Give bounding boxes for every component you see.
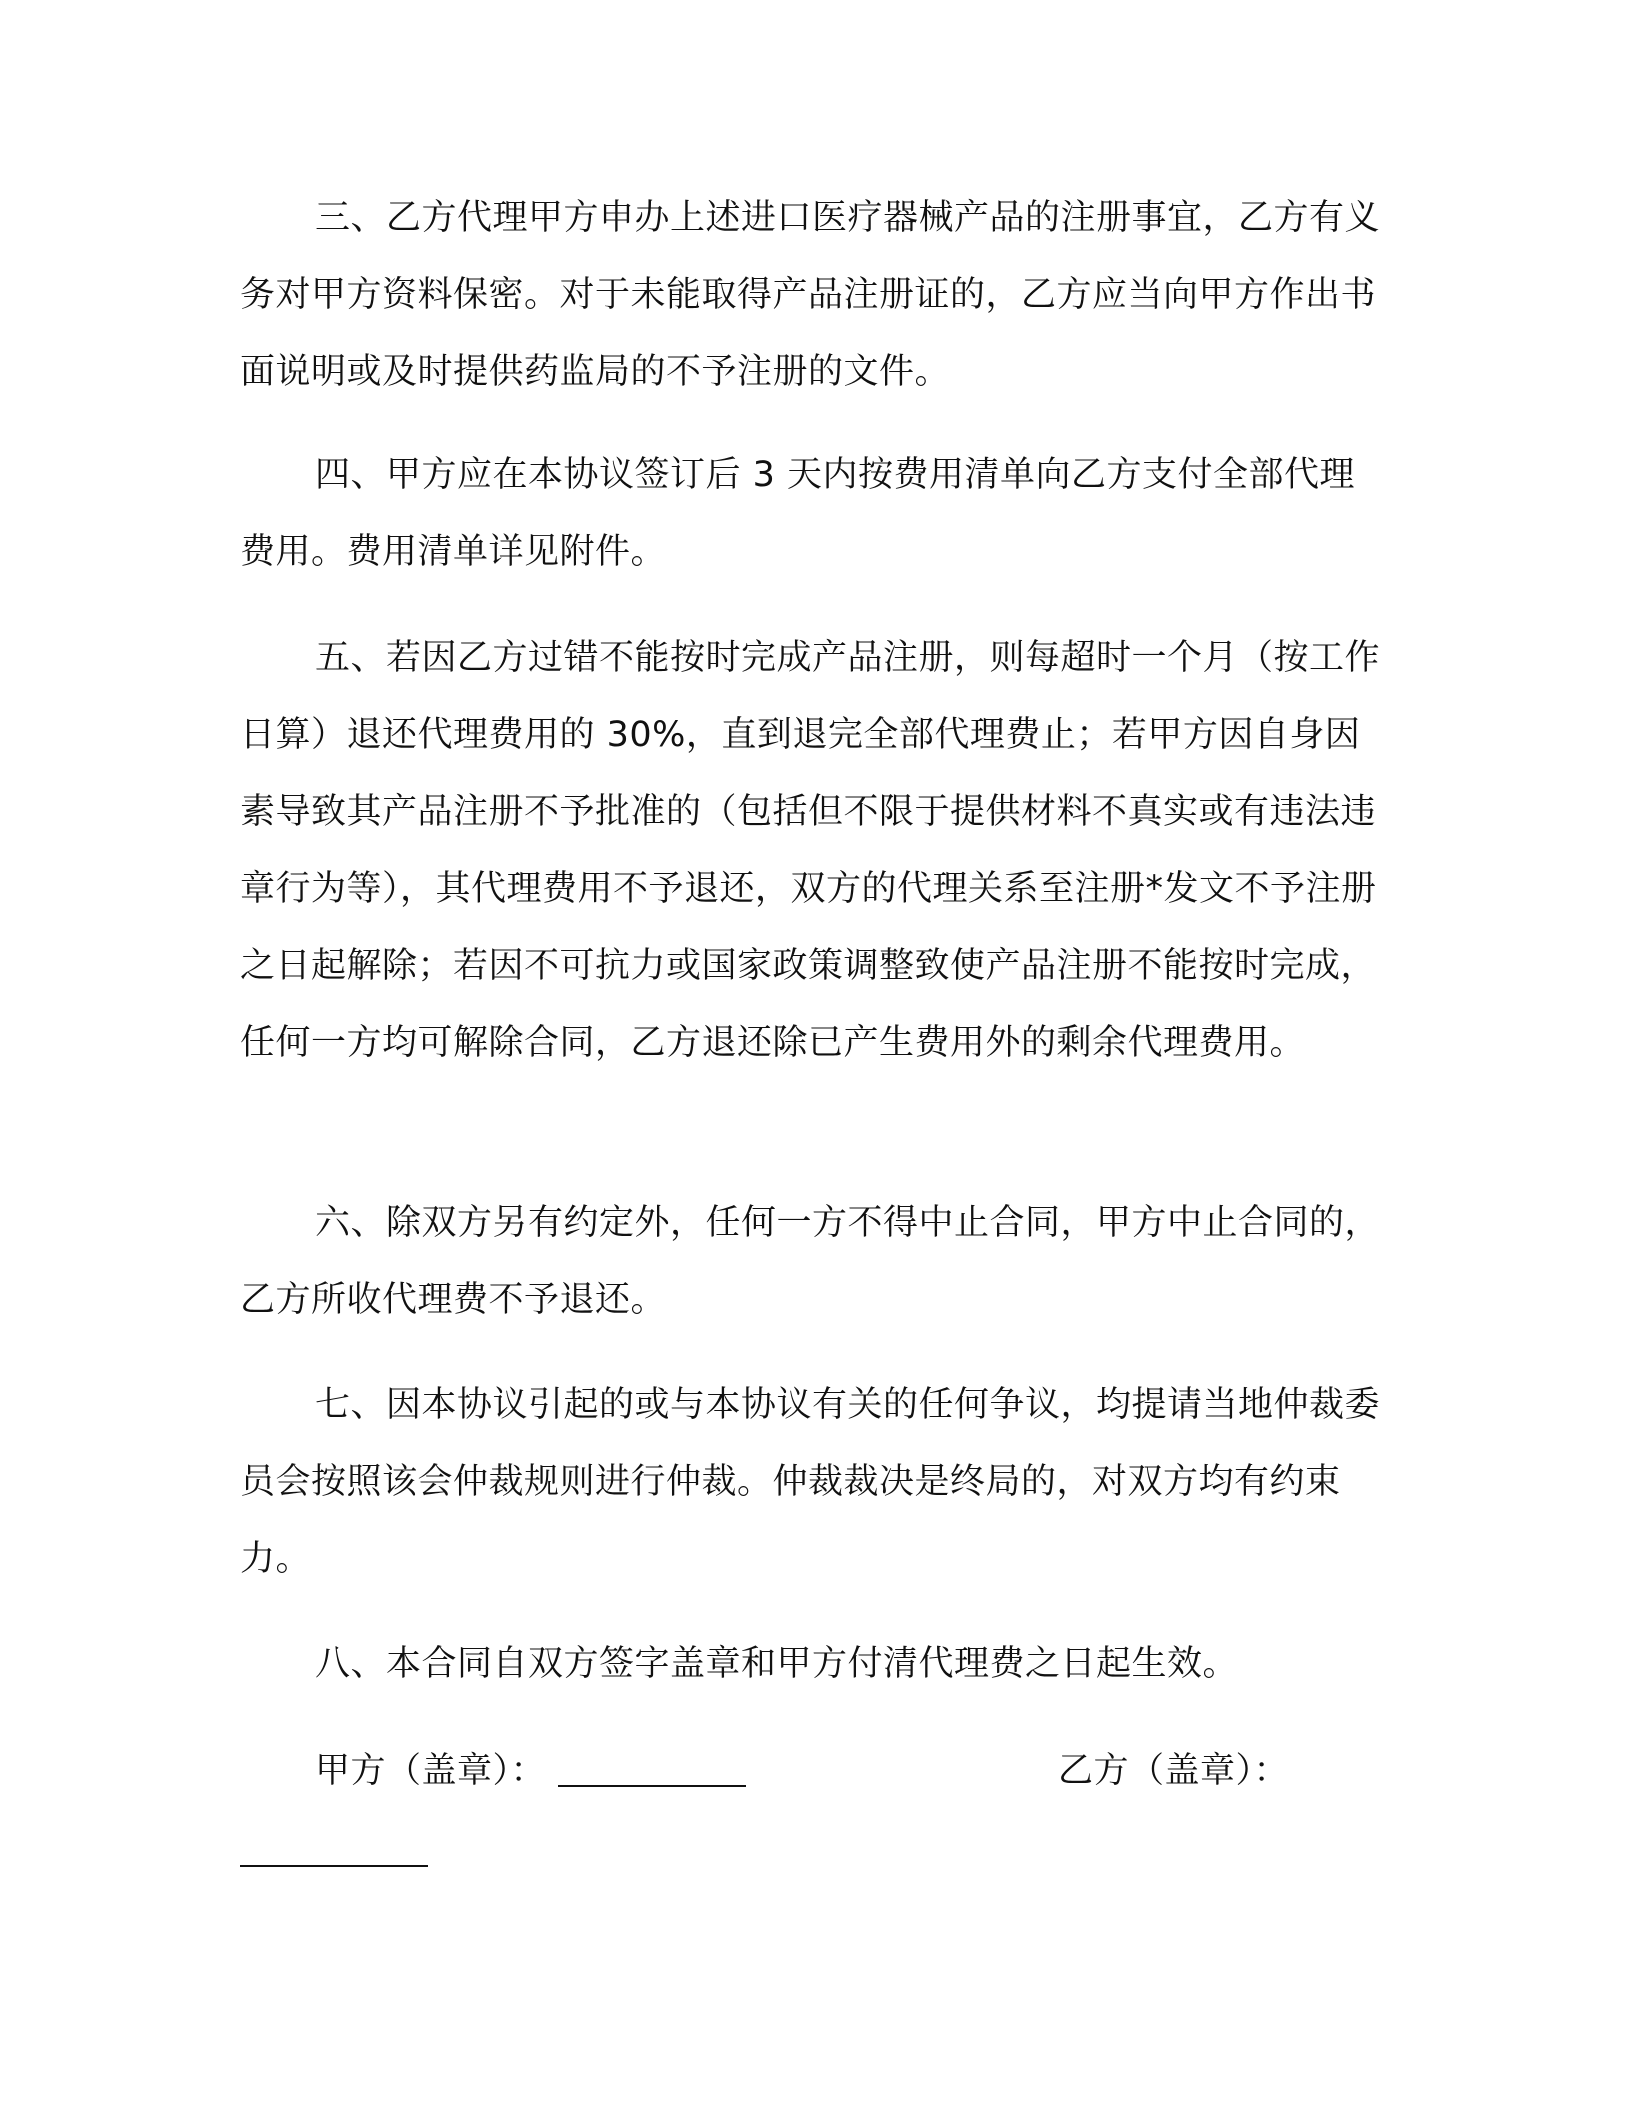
party-a-signature-blank [558,1785,746,1787]
clause-3: 三、乙方代理甲方申办上述进口医疗器械产品的注册事宜，乙方有义务对甲方资料保密。对于未能取得产品注册证的，乙方应当向甲方作出书面说明或及时提供药监局的不予注册的文件。 [240,198,1381,392]
clause-4: 四、甲方应在本协议签订后 3 天内按费用清单向乙方支付全部代理费用。费用清单详见附件。 [240,455,1356,572]
clause-5: 五、若因乙方过错不能按时完成产品注册，则每超时一个月（按工作日算）退还代理费用的 30%，直到退完全部代理费止；若甲方因自身因素导致其产品注册不予批准的（包括但不限于提供材料不真实或有违法违章行为等），其代理费用不予退还，双方的代理关系至注册*发文不予注册之日起解除；若因不可抗力或国家政策调整致使产品注册不能按时完成，任何一方均可解除合同，乙方退还除已产生费用外的剩余代理费用。 [240,638,1381,1063]
party-a-label: 甲方（盖章）： [315,1751,547,1791]
clause-6: 六、除双方另有约定外，任何一方不得中止合同，甲方中止合同的，乙方所收代理费不予退还。 [240,1203,1381,1320]
party-b-label: 乙方（盖章）： [1058,1751,1290,1791]
clause-8: 八、本合同自双方签字盖章和甲方付清代理费之日起生效。 [315,1644,1239,1684]
party-b-signature-blank [240,1865,428,1867]
party-b-signature [1058,1733,1289,1810]
party-a-signature [315,1733,746,1810]
clause-7: 七、因本协议引起的或与本协议有关的任何争议，均提请当地仲裁委员会按照该会仲裁规则进行仲裁。仲裁裁决是终局的，对双方均有约束力。 [240,1385,1381,1579]
